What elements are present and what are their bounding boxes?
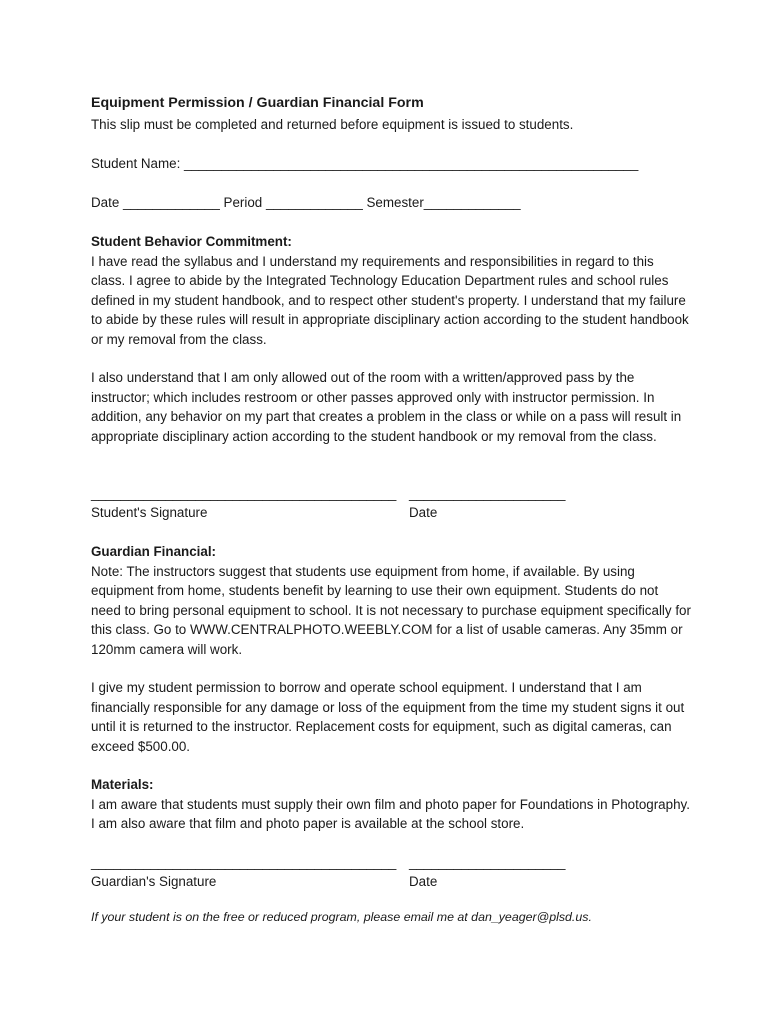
- date-period-semester-fields[interactable]: Date _____________ Period _____________ Semester_____________: [91, 195, 521, 210]
- behavior-paragraph-1: I have read the syllabus and I understand my requirements and responsibilities in regard to this class. I agree to abide by the Integrated Technology Education Department rules and school rules defined in my student handbook, and to respect other student's property. I understand that my failure to abide by these rules will result in appropriate disciplinary action according to the student handbook or my removal from the class.: [91, 253, 689, 347]
- guardian-signature-label: Guardian's Signature: [91, 874, 217, 889]
- guardian-date-label: Date: [409, 874, 438, 889]
- guardian-heading: Guardian Financial:: [91, 544, 217, 559]
- student-date-label: Date: [409, 505, 438, 520]
- student-signature-label: Student's Signature: [91, 505, 208, 520]
- guardian-section: [91, 542, 691, 659]
- behavior-paragraph-2: I also understand that I am only allowed out of the room with a written/approved pass by the instructor; which includes restroom or other passes approved only with instructor permission. In addition, any behavior on my part that creates a problem in the class or while on a pass will result in appropriate disciplinary action according to the student handbook or my removal from the class.: [91, 370, 682, 444]
- behavior-paragraph-2-wrap: [91, 368, 691, 446]
- behavior-heading: Student Behavior Commitment:: [91, 234, 292, 249]
- materials-section: [91, 775, 691, 834]
- form-subtitle: This slip must be completed and returned before equipment is issued to students.: [91, 117, 574, 132]
- footer-note: If your student is on the free or reduced program, please email me at dan_yeager@plsd.us.: [91, 910, 592, 924]
- student-date-line[interactable]: _____________________: [409, 486, 566, 501]
- behavior-section: [91, 232, 691, 349]
- materials-paragraph: I am aware that students must supply their own film and photo paper for Foundations in Photography. I am also aware that film and photo paper is available at the school store.: [91, 796, 690, 831]
- guardian-paragraph-2-wrap: [91, 678, 691, 756]
- materials-heading: Materials:: [91, 777, 154, 792]
- guardian-paragraph-1: Note: The instructors suggest that students use equipment from home, if available. By using equipment from home, students benefit by learning to use their own equipment. Students do not need to bring personal equipment to school. It is not necessary to purchase equipment specifically for this class. Go to WWW.CENTRALPHOTO.WEEBLY.COM for a list of usable cameras. Any 35mm or 120mm camera will work.: [91, 563, 691, 657]
- form-title: Equipment Permission / Guardian Financial Form: [91, 95, 424, 111]
- guardian-date-line[interactable]: _____________________: [409, 855, 566, 870]
- student-signature-line[interactable]: _________________________________________: [91, 486, 397, 501]
- guardian-paragraph-2: I give my student permission to borrow and operate school equipment. I understand that I am financially responsible for any damage or loss of the equipment from the time my student signs it out until it is returned to the instructor. Replacement costs for equipment, such as digital cameras, can exceed $500.00.: [91, 680, 685, 754]
- guardian-signature-line[interactable]: _________________________________________: [91, 855, 397, 870]
- student-name-field[interactable]: Student Name: _____________________________________________________________: [91, 156, 639, 171]
